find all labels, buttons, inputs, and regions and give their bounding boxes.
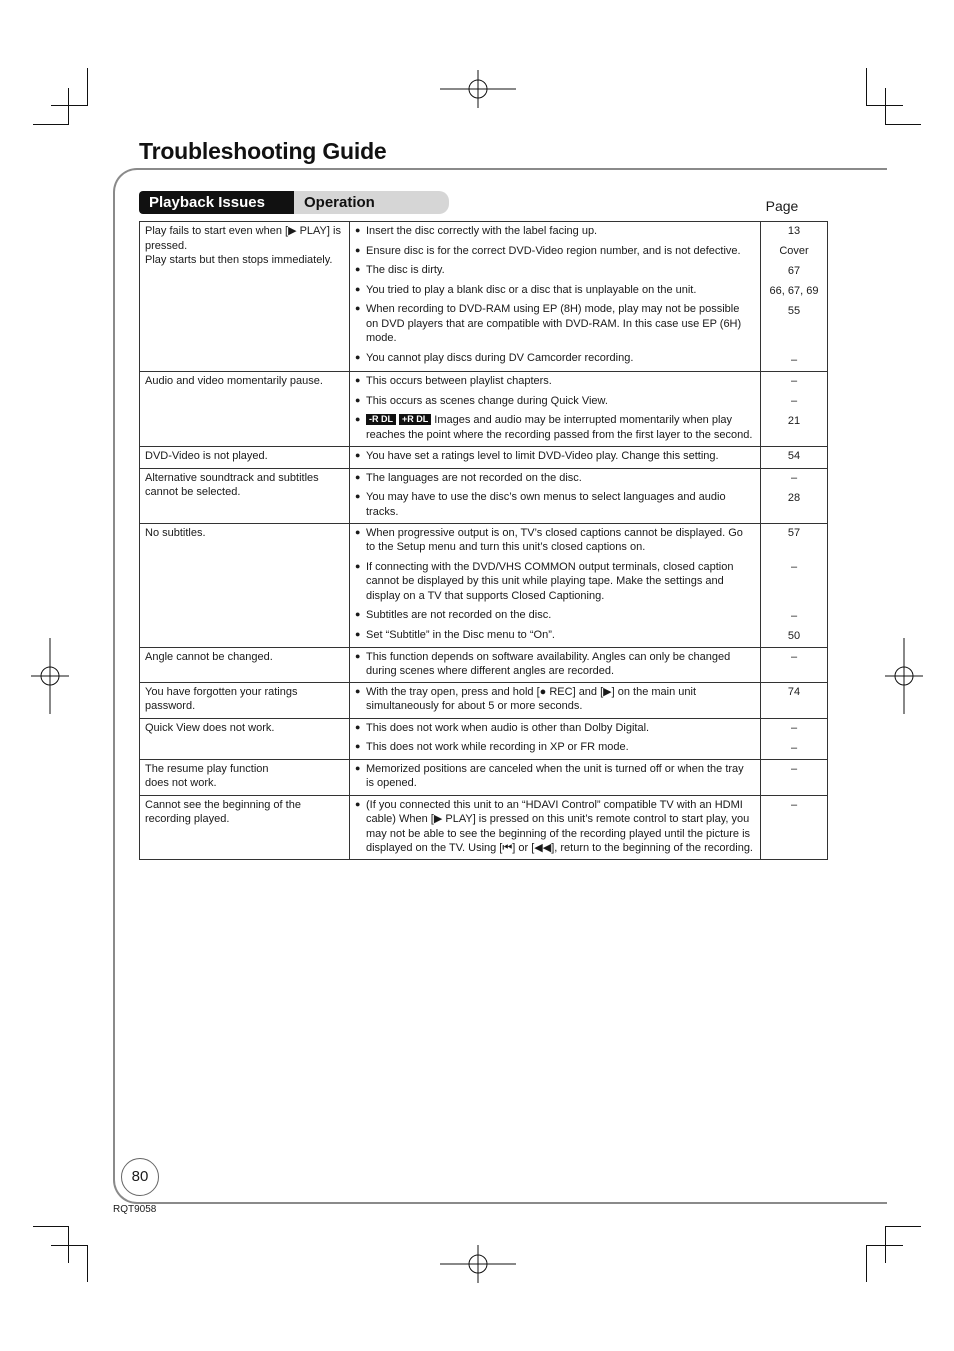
crop-mark	[87, 68, 88, 106]
solution-item	[350, 488, 760, 522]
solution-cell	[350, 447, 761, 469]
page-frame	[113, 1160, 887, 1204]
crop-mark	[33, 124, 69, 125]
crop-mark	[33, 1226, 69, 1227]
crop-mark	[866, 1245, 903, 1246]
solution-text: When recording to DVD-RAM using EP (8H) mode, play may not be possible on DVD players that are compatible with DVD-RAM. In this case use EP (6H) mode.	[366, 303, 742, 344]
page-ref-cell	[761, 222, 828, 372]
bullet-icon: ●	[355, 471, 361, 482]
issue-cell	[140, 523, 350, 647]
bullet-icon: ●	[355, 491, 361, 501]
page-ref-cell	[761, 795, 828, 859]
issue-text: The resume play function	[145, 762, 269, 775]
bullet-icon: ●	[355, 762, 361, 773]
issue-cell	[140, 468, 350, 523]
solution-cell	[350, 682, 761, 718]
section-tabs	[139, 191, 449, 214]
page-ref-cell	[761, 523, 828, 647]
issue-cell	[140, 682, 350, 718]
solution-item	[350, 760, 760, 794]
table-row	[140, 682, 828, 718]
solution-cell	[350, 372, 761, 447]
page-ref-cell	[761, 759, 828, 795]
page-ref: 67	[787, 265, 801, 277]
solution-text: You may have to use the disc’s own menus to select languages and audio tracks.	[366, 491, 726, 518]
solution-cell	[350, 468, 761, 523]
bullet-icon: ●	[355, 798, 361, 809]
document-code: RQT9058	[113, 1204, 157, 1215]
solution-text: This occurs between playlist chapters.	[366, 375, 552, 387]
page-ref: –	[790, 395, 798, 407]
page-ref: 54	[787, 450, 801, 462]
page-ref-cell	[761, 447, 828, 469]
page-ref-cell	[761, 372, 828, 447]
bullet-icon: ●	[355, 721, 361, 732]
page-ref-cell	[761, 718, 828, 759]
page-ref: –	[790, 560, 798, 573]
registration-mark	[31, 638, 69, 714]
issue-text: Play fails to start even when [▶ PLAY] is pressed.	[145, 225, 341, 252]
page-ref: –	[790, 741, 798, 754]
solution-item	[350, 281, 760, 301]
registration-mark	[440, 70, 516, 108]
bullet-icon: ●	[355, 375, 361, 385]
bullet-icon: ●	[355, 650, 361, 661]
page-ref: 50	[787, 629, 801, 642]
issue-text: Alternative soundtrack and subtitles cannot be selected.	[145, 471, 319, 498]
tab-playback-issues: Playback Issues	[139, 191, 294, 214]
issue-cell	[140, 795, 350, 859]
solution-cell	[350, 718, 761, 759]
solution-text: Subtitles are not recorded on the disc.	[366, 609, 552, 621]
solution-text: Insert the disc correctly with the label facing up.	[366, 225, 598, 237]
table-row	[140, 447, 828, 469]
bullet-icon: ●	[355, 244, 361, 255]
issue-text: Cannot see the beginning of the recording played.	[145, 798, 301, 825]
crop-mark	[87, 1245, 88, 1282]
bullet-icon: ●	[355, 526, 361, 537]
registration-mark	[885, 638, 923, 714]
crop-mark	[51, 1245, 88, 1246]
page-ref: –	[790, 471, 798, 484]
solution-text: When progressive output is on, TV’s closed captions cannot be displayed. Go to the Setup menu and turn this unit’s closed captions on.	[366, 526, 743, 553]
issue-cell	[140, 447, 350, 469]
page-ref: 66, 67, 69	[769, 285, 819, 297]
solution-item	[350, 524, 760, 558]
page-title: Troubleshooting Guide	[139, 138, 387, 164]
solution-item	[350, 242, 760, 262]
crop-mark	[885, 88, 886, 124]
solution-text: This does not work while recording in XP or FR mode.	[366, 741, 629, 753]
page-ref: Cover	[779, 245, 809, 257]
solution-text: You tried to play a blank disc or a disc that is unplayable on the unit.	[366, 283, 697, 296]
solution-item	[350, 648, 760, 682]
crop-mark	[866, 68, 867, 106]
bullet-icon: ●	[355, 450, 361, 460]
disc-type-badge: -R DL	[366, 414, 396, 425]
solution-cell	[350, 647, 761, 682]
table-row	[140, 523, 828, 647]
page-ref: –	[790, 798, 798, 811]
bullet-icon: ●	[355, 264, 361, 274]
issue-cell	[140, 372, 350, 447]
bullet-icon: ●	[355, 303, 361, 313]
page-ref: –	[790, 762, 798, 775]
solution-item	[350, 738, 760, 758]
page-ref: –	[790, 650, 798, 663]
bullet-icon: ●	[355, 685, 361, 696]
solution-item	[350, 300, 760, 349]
page-ref: 13	[787, 225, 801, 237]
page-ref: –	[790, 721, 798, 734]
solution-item	[350, 719, 760, 739]
solution-item	[350, 222, 760, 242]
page-ref: –	[790, 375, 798, 387]
page-number: 80	[121, 1158, 159, 1196]
issue-text: does not work.	[145, 777, 217, 789]
solution-text: (If you connected this unit to an “HDAVI Control” compatible TV with an HDMI cable) When [▶ PLAY] is pressed on this unit’s remote control to start play, you may not be able to see the beginning of the recording played until the picture is displayed on the TV. Using [⏮] or [◀◀], return to the beginning of the recording.	[366, 798, 753, 854]
solution-text: You cannot play discs during DV Camcorder recording.	[366, 351, 634, 364]
solution-cell	[350, 523, 761, 647]
bullet-icon: ●	[355, 741, 361, 751]
page-ref-cell	[761, 468, 828, 523]
crop-mark	[68, 88, 69, 124]
page-ref: 28	[787, 491, 801, 504]
issue-text: Angle cannot be changed.	[145, 650, 273, 663]
issue-text: Play starts but then stops immediately.	[145, 254, 333, 266]
bullet-icon: ●	[355, 225, 361, 235]
solution-item	[350, 469, 760, 489]
table-row	[140, 718, 828, 759]
solution-text: You have set a ratings level to limit DVD-Video play. Change this setting.	[366, 450, 719, 462]
solution-item	[350, 626, 760, 646]
solution-cell	[350, 795, 761, 859]
solution-item	[350, 606, 760, 626]
solution-text: If connecting with the DVD/VHS COMMON output terminals, closed caption cannot be displayed by this unit while playing tape. Make the settings and display on a TV that supports Closed Captioning.	[366, 560, 734, 602]
solution-text: This does not work when audio is other than Dolby Digital.	[366, 721, 650, 734]
disc-type-badge: +R DL	[399, 414, 431, 425]
bullet-icon: ●	[355, 414, 361, 424]
troubleshooting-table	[139, 221, 828, 860]
page-ref: 55	[787, 305, 801, 317]
bullet-icon: ●	[355, 560, 361, 571]
table-row	[140, 222, 828, 372]
solution-item	[350, 392, 760, 412]
page-column-header: Page	[765, 198, 799, 214]
solution-cell	[350, 222, 761, 372]
issue-text: No subtitles.	[145, 526, 206, 539]
solution-text: The languages are not recorded on the disc.	[366, 471, 582, 484]
page-ref-cell	[761, 682, 828, 718]
issue-text: Quick View does not work.	[145, 721, 275, 734]
solution-cell	[350, 759, 761, 795]
solution-item	[350, 411, 760, 445]
issue-text: Audio and video momentarily pause.	[145, 375, 323, 387]
solution-item	[350, 261, 760, 281]
bullet-icon: ●	[355, 609, 361, 619]
page-ref: –	[790, 354, 798, 366]
table-row	[140, 468, 828, 523]
solution-item	[350, 796, 760, 859]
bullet-icon: ●	[355, 283, 361, 294]
bullet-icon: ●	[355, 351, 361, 362]
crop-mark	[866, 105, 903, 106]
crop-mark	[51, 105, 88, 106]
crop-mark	[885, 124, 921, 125]
solution-item	[350, 349, 760, 369]
bullet-icon: ●	[355, 628, 361, 639]
crop-mark	[885, 1226, 921, 1227]
table-row	[140, 647, 828, 682]
solution-item	[350, 558, 760, 607]
solution-item	[350, 372, 760, 392]
tab-operation: Operation	[294, 191, 449, 214]
table-row	[140, 759, 828, 795]
issue-cell	[140, 718, 350, 759]
solution-text: With the tray open, press and hold [● REC] and [▶] on the main unit simultaneously for about 5 or more seconds.	[366, 685, 696, 712]
solution-text: Ensure disc is for the correct DVD-Video region number, and is not defective.	[366, 244, 741, 257]
page-ref-cell	[761, 647, 828, 682]
bullet-icon: ●	[355, 394, 361, 405]
page-frame	[113, 200, 115, 1170]
solution-item	[350, 683, 760, 717]
solution-text: The disc is dirty.	[366, 264, 445, 276]
page-ref: 74	[787, 685, 801, 698]
page-ref: 57	[787, 526, 801, 539]
solution-item	[350, 447, 760, 467]
solution-text: Set “Subtitle” in the Disc menu to “On”.	[366, 628, 555, 641]
issue-cell	[140, 759, 350, 795]
table-row	[140, 372, 828, 447]
table-row	[140, 795, 828, 859]
page-ref: –	[790, 609, 798, 622]
issue-cell	[140, 222, 350, 372]
solution-text: Images and audio may be interrupted momentarily when play reaches the point where the recording passed from the first layer to the second.	[366, 414, 753, 441]
issue-text: DVD-Video is not played.	[145, 450, 268, 462]
crop-mark	[866, 1245, 867, 1282]
page-ref: 21	[787, 415, 801, 427]
solution-text: Memorized positions are canceled when the unit is turned off or when the tray is opened.	[366, 762, 744, 789]
issue-text: You have forgotten your ratings password.	[145, 685, 298, 712]
issue-cell	[140, 647, 350, 682]
solution-text: This function depends on software availability. Angles can only be changed during scenes where different angles are recorded.	[366, 650, 731, 677]
solution-text: This occurs as scenes change during Quick View.	[366, 394, 608, 407]
registration-mark	[440, 1245, 516, 1283]
